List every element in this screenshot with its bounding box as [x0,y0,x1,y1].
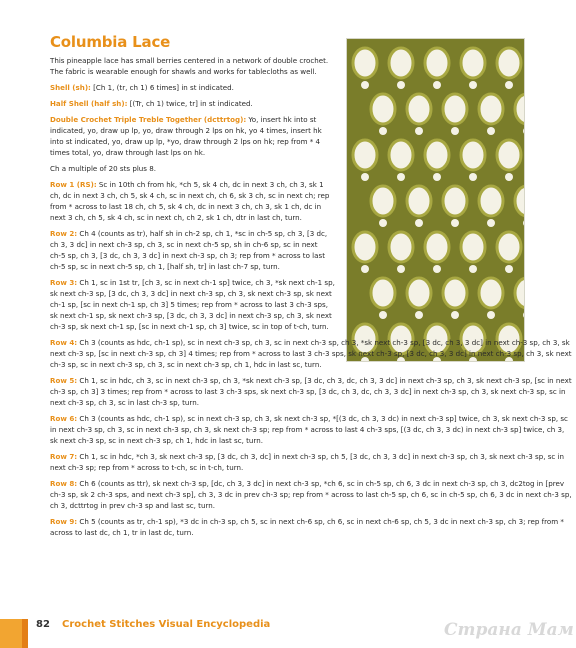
row-9 [50,516,572,538]
page-number: 82 [36,619,50,630]
row-head: Row 7: [50,452,78,461]
row-2 [50,228,330,272]
def-half-shell [50,98,330,109]
row-head: Row 5: [50,376,78,385]
row-text: Ch 1, sc in hdc, *ch 3, sk next ch-3 sp, [3 dc, ch 3, dc] in next ch-3 sp, ch 5, [3 dc, ch 3, 3 dc] in next ch-3 sp, ch 3, sk next ch-3 sp, sc in next ch-3 sp; rep from * across to t-ch, sc in t-ch, turn. [50,452,565,472]
def-shell [50,82,330,93]
chain-multiple: Ch a multiple of 20 sts plus 8. [50,164,157,173]
row-head: Row 3: [50,278,78,287]
row-text: Sc in 10th ch from hk, *ch 5, sk 4 ch, dc in next 3 ch, ch 3, sk 1 ch, dc in next 3 ch, ch 5, sk 4 ch, sc in next ch, ch 6, sk 3 ch, sc in next ch; rep from * across to last 18 ch, ch 5, sk 4 ch, dc in next 3 ch, ch 3, sk 1 ch, dc in next 3 ch, ch 5, sk 4 ch, sc in next ch, ch 2, sk 1 ch, dtr in last ch, turn. [50,180,330,222]
row-1 [50,179,330,223]
row-text: Ch 3 (counts as hdc, ch-1 sp), sc in next ch-3 sp, ch 3, sk next ch-3 sp, *[(3 dc, ch 3, 3 dc) in next ch-3 sp] twice, ch 3, sk next ch-3 sp, sc in next ch-3 sp, ch 3, sc in next ch-3 sp, ch 3, sk next ch-3 sp; rep from * across to last 4 ch-3 sps, [(3 dc, ch 3, 3 dc) in next ch-3 sp] twice, ch 3, sk next ch-3 sp, sc in next ch-3 sp, ch 1, hdc in last sc, turn. [50,414,568,445]
def-head: Shell (sh): [50,83,91,92]
def-head: Half Shell (half sh): [50,99,128,108]
def-text: [Ch 1, (tr, ch 1) 6 times] in st indicated. [90,83,234,92]
footer-accent-bar [0,619,22,648]
watermark-logo: Страна Мам [444,620,574,640]
pattern-content [50,55,572,543]
def-head: Double Crochet Triple Treble Together (dcttrtog): [50,115,247,124]
row-head: Row 1 (RS): [50,180,97,189]
row-head: Row 8: [50,479,78,488]
footer-accent-bar-dark [22,619,28,648]
row-6 [50,413,572,446]
row-head: Row 4: [50,338,78,347]
row-head: Row 9: [50,517,78,526]
row-text: Ch 5 (counts as tr, ch-1 sp), *3 dc in ch-3 sp, ch 5, sc in next ch-6 sp, ch 6, sc in next ch-6 sp, ch 5, 3 dc in next ch-3 sp, ch 3; rep from * across to last dc, ch 1, tr in last dc, turn. [50,517,564,537]
row-7 [50,451,572,473]
intro-text: This pineapple lace has small berries centered in a network of double crochet. The fabric is wearable enough for shawls and works for tablecloths as well. [50,56,329,76]
row-text: Ch 4 (counts as tr), half sh in ch-2 sp, ch 1, *sc in ch-5 sp, ch 3, [3 dc, ch 3, 3 dc] in next ch-3 sp, ch 3, sc in next ch-5 sp, sh in ch-6 sp, sc in next ch-5 sp, ch 3, [3 dc, ch 3, 3 dc] in next ch-3 sp, ch 3; rep from * across to last ch-5 sp, sc in next ch-5 sp, ch 1, [half sh, tr] in last ch-7 sp, turn. [50,229,328,271]
def-text: Yo, insert hk into st indicated, yo, draw up lp, yo, draw through 2 lps on hk, yo 4 times, insert hk into st indicated, yo, draw up lp, *yo, draw through 2 lps on hk; rep from * 4 times total, yo, draw through last lps on hk. [50,115,322,157]
row-4 [50,337,572,370]
row-head: Row 2: [50,229,78,238]
row-text: Ch 1, sc in hdc, ch 3, sc in next ch-3 sp, ch 3, *sk next ch-3 sp, [3 dc, ch 3, dc, ch 3, 3 dc] in next ch-3 sp, ch 3, sk next ch-3 sp, [sc in next ch-3 sp, ch 3] 3 times; rep from * across to last 3 ch-3 sps, sk next ch-3 sp, [3 dc, ch 3, dc, ch 3, 3 dc] in next ch-3 sp, ch 3, sk next ch-3 sp, sc in next ch-3 sp, ch 3, sc in last ch-3 sp, turn. [50,376,572,407]
row-3 [50,277,336,332]
pattern-title: Columbia Lace [50,33,171,51]
row-8 [50,478,572,511]
row-text: Ch 6 (counts as ttr), sk next ch-3 sp, [dc, ch 3, 3 dc] in next ch-3 sp, *ch 6, sc in ch-5 sp, ch 6, 3 dc in next ch-3 sp, ch 3, dc2tog in [prev ch-3 sp, sk 2 ch-3 sps, and next ch-3 sp], ch 3, 3 dc in prev ch-3 sp; rep from * across to last ch-5 sp, ch 6, sc in ch-5 sp, ch 6, 3 dc in next ch-3 sp, ch 3, dcttrtog in prev ch-3 sp and last sc, turn. [50,479,572,510]
def-dcttrtog [50,114,330,158]
def-text: [(Tr, ch 1) twice, tr] in st indicated. [127,99,253,108]
row-text: Ch 1, sc in 1st tr, [ch 3, sc in next ch-1 sp] twice, ch 3, *sk next ch-1 sp, sk next ch-3 sp, [3 dc, ch 3, 3 dc] in next ch-3 sp, ch 3, sk next ch-3 sp, sk next ch-1 sp, [sc in next ch-1 sp, ch 3] 5 times; rep from * across to last 3 ch-3 sps, sk next ch-1 sp, sk next ch-3 sp, [3 dc, ch 3, 3 dc] in next ch-3 sp, ch 3, sk next ch-3 sp, sk next ch-1 sp, [sc in next ch-1 sp, ch 3] twice, sc in top of t-ch, turn. [50,278,335,331]
narrow-column [50,55,330,272]
row-5 [50,375,572,408]
book-title: Crochet Stitches Visual Encyclopedia [62,619,271,630]
row-head: Row 6: [50,414,78,423]
row-text: Ch 3 (counts as hdc, ch-1 sp), sc in next ch-3 sp, ch 3, sc in next ch-3 sp, ch 3, *sk next ch-3 sp, [3 dc, ch 3, 3 dc] in next ch-3 sp, ch 3, sk next ch-3 sp, [sc in next ch-3 sp, ch 3] 4 times; rep from * across to last 3 ch-3 sps, sk next ch-3 sp, [3 dc, ch 3, 3 dc] in next ch-3 sp, ch 3, sk next ch-3 sp, sc in next ch-3 sp, ch 3, sc in next ch-3 sp, ch 1, hdc in last sc, turn. [50,338,572,369]
